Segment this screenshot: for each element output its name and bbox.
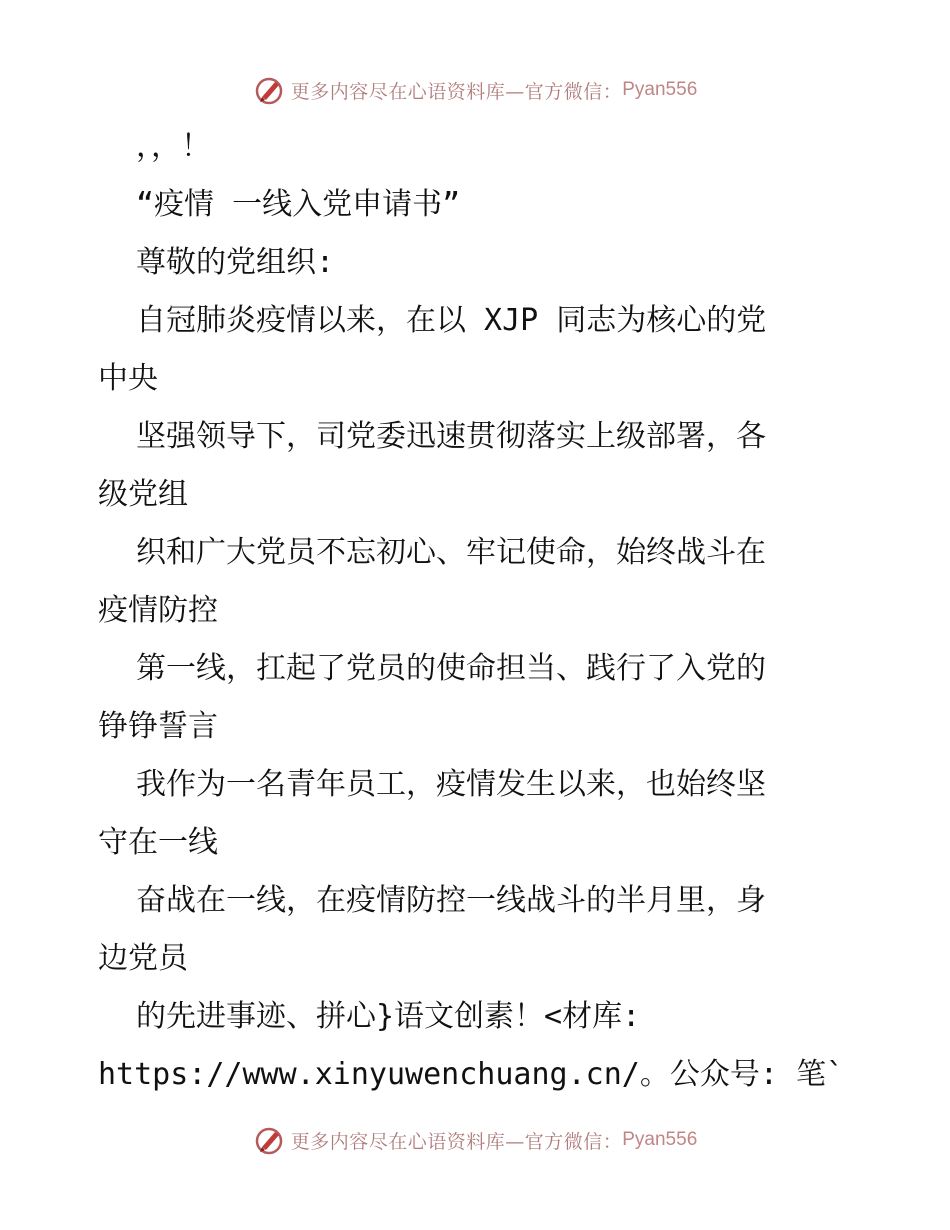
text-line: 自冠肺炎疫情以来，在以 XJP 同志为核心的党: [136, 303, 767, 338]
text-line: 级党组: [98, 477, 188, 512]
text-line: 中央: [98, 361, 158, 396]
text-line: “疫情 一线入党申请书”: [136, 187, 461, 222]
text-line: 的先进事迹、拼心}语文创素！<材库:: [136, 999, 641, 1034]
text-line: https://www.xinyuwenchuang.cn/。公众号: 笔`: [98, 1057, 845, 1092]
watermark-wechat-id: Pyan556: [622, 79, 698, 100]
text-line: 坚强领导下，司党委迅速贯彻落实上级部署，各: [136, 419, 766, 454]
pen-logo-icon: [253, 1124, 285, 1156]
text-line: 奋战在一线，在疫情防控一线战斗的半月里，身: [136, 883, 766, 918]
text-line: 织和广大党员不忘初心、牢记使命，始终战斗在: [136, 535, 766, 570]
text-line: 第一线，扛起了党员的使命担当、践行了入党的: [136, 651, 766, 686]
text-line: ，，！: [136, 129, 211, 164]
watermark-wechat-id: Pyan556: [622, 1129, 698, 1150]
document-body: [98, 118, 858, 1104]
text-line: 守在一线: [98, 825, 218, 860]
watermark-text: 更多内容尽在心语资料库—官方微信：: [290, 80, 623, 103]
watermark-text: 更多内容尽在心语资料库—官方微信：: [290, 1130, 623, 1153]
text-line: 尊敬的党组织:: [136, 245, 335, 280]
header-watermark: [0, 70, 950, 110]
pen-logo-icon: [253, 74, 285, 106]
footer-watermark: [0, 1120, 950, 1160]
text-line: 铮铮誓言: [98, 709, 218, 744]
text-line: 我作为一名青年员工，疫情发生以来，也始终坚: [136, 767, 766, 802]
text-line: 边党员: [98, 941, 188, 976]
text-line: 疫情防控: [98, 593, 218, 628]
